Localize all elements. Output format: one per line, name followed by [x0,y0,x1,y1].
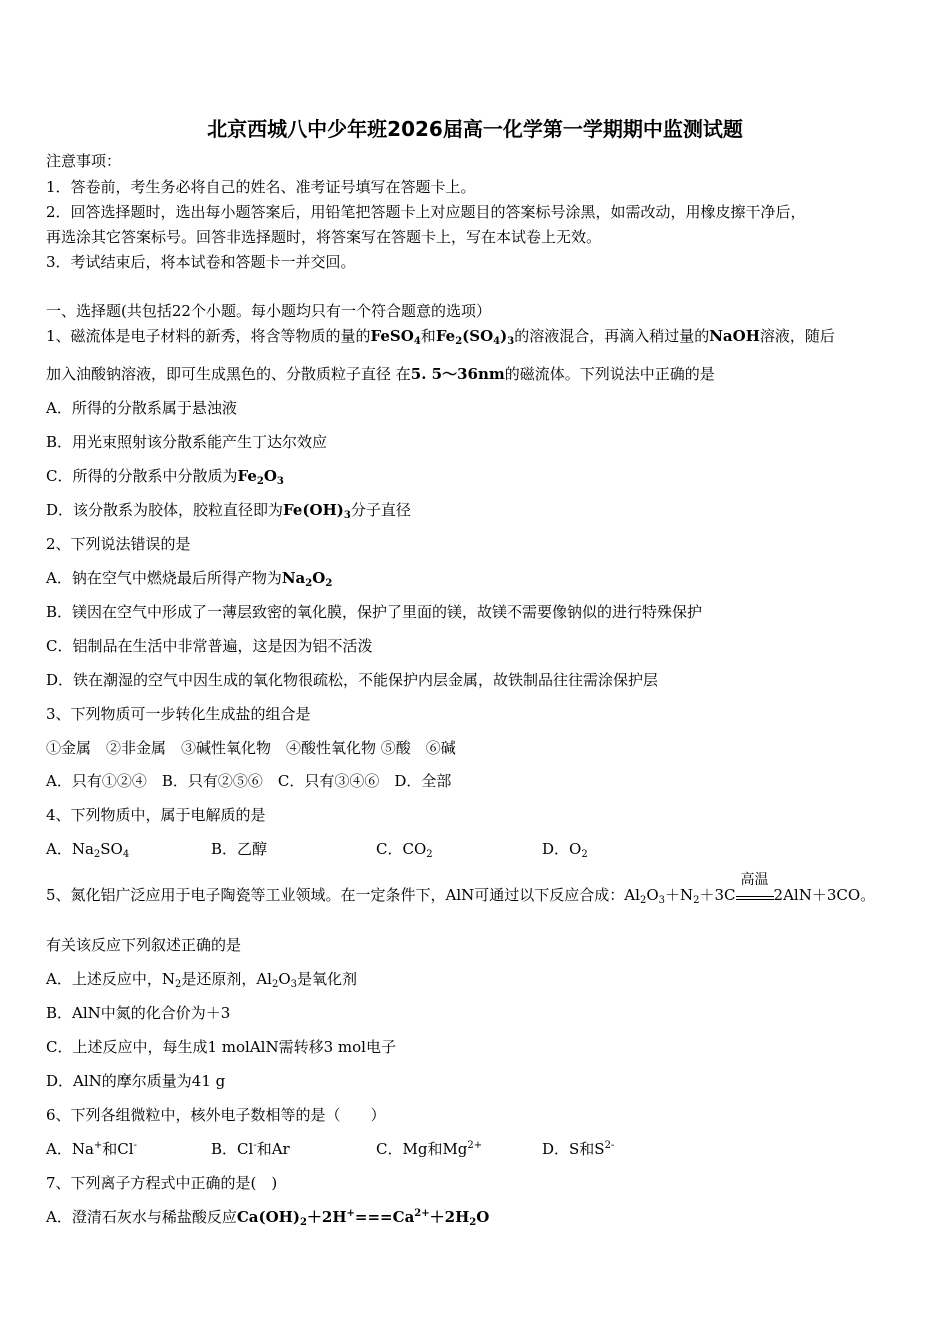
text: 分子直径 [350,501,411,519]
text: 和Ar [256,1140,290,1158]
subscript: 4 [493,336,501,347]
question-7-stem: 7、下列离子方程式中正确的是( ) [46,1174,278,1192]
question-1-option-c [46,466,284,486]
text: B．Cl [211,1140,254,1158]
question-6-option-a [46,1139,137,1159]
subscript: 2 [581,849,588,860]
formula [283,501,351,519]
question-2-option-b: B．镁因在空气中形成了一薄层致密的氧化膜，保护了里面的镁，故镁不需要像钠似的进行特殊保护 [46,603,703,621]
text: Fe [237,467,257,485]
subscript: 3 [343,510,351,521]
text: 是还原剂，Al [181,970,272,988]
text: A．钠在空气中燃烧最后所得产物为 [46,569,282,587]
question-6-option-d [542,1139,614,1159]
question-1-option-b: B．用光束照射该分散系能产生丁达尔效应 [46,433,328,451]
subscript: 4 [122,849,130,860]
question-2-option-a [46,568,332,588]
subscript: 4 [413,336,421,347]
text: A．澄清石灰水与稀盐酸反应 [46,1208,237,1226]
question-1-option-d [46,500,411,520]
reaction-condition [736,872,774,900]
text: 1、磁流体是电子材料的新秀，将含等物质的量的 [46,327,371,345]
text: D．该分散系为胶体，胶粒直径即为 [46,501,284,519]
text: 加入油酸钠溶液，即可生成黑色的、分散质粒子直径 在 [46,365,411,383]
text: ＋2H [306,1208,347,1226]
formula: NaOH [709,327,760,345]
text: 的磁流体。下列说法中正确的是 [504,365,715,383]
question-5-option-a [46,969,357,989]
text: O [278,970,291,988]
text: ) [500,327,508,345]
text: C．Mg和Mg [376,1140,468,1158]
formula [237,467,283,485]
equals-sign [736,896,774,900]
question-1-option-a: A．所得的分散系属于悬浊液 [46,399,237,417]
text: Na [281,569,306,587]
question-5-stem-line2: 有关该反应下列叙述正确的是 [46,936,242,954]
subscript: 2 [455,336,463,347]
formula [436,327,514,345]
notice-item-3: 3．考试结束后，将本试卷和答题卡一并交回。 [46,253,356,271]
question-7-option-a [46,1207,489,1227]
question-4-option-c [376,839,433,859]
text: O [476,1208,490,1226]
question-3-options: A．只有①②④ B．只有②⑤⑥ C．只有③④⑥ D．全部 [46,772,452,790]
subscript: 2 [325,578,333,589]
text: C．CO [376,840,427,858]
question-2-stem: 2、下列说法错误的是 [46,535,191,553]
subscript: 2 [305,578,313,589]
text: D．S和S [542,1140,605,1158]
notice-item-2a: 2．回答选择题时，选出每小题答案后，用铅笔把答题卡上对应题目的答案标号涂黑，如需改动，用橡皮擦干净后， [46,203,806,221]
superscript: - [133,1140,137,1151]
text: 和Cl [102,1140,134,1158]
text: D．O [542,840,582,858]
text: ＋N [665,886,694,904]
subscript: 2 [256,476,264,487]
subscript: 3 [507,336,515,347]
question-1-stem-line2 [46,364,715,384]
text: C．所得的分散系中分散质为 [46,467,238,485]
text: O [263,467,277,485]
question-5-option-c: C．上述反应中，每生成1 molAlN需转移3 mol电子 [46,1038,396,1056]
text: SO [100,840,123,858]
text: O [646,886,659,904]
subscript: 3 [658,895,665,906]
text: A．上述反应中，N [46,970,175,988]
text: 2AlN＋3CO。 [773,886,876,904]
value: 5. 5～36nm [410,365,505,383]
subscript: 2 [93,849,101,860]
subscript: 2 [299,1217,307,1228]
text: FeSO [370,327,414,345]
superscript: + [93,1140,103,1151]
formula [371,327,421,345]
text: ===Ca [354,1208,415,1226]
superscript: - [253,1140,257,1151]
question-4-option-d [542,839,588,859]
question-5-option-d: D．AlN的摩尔质量为41 g [46,1072,226,1090]
subscript: 3 [276,476,284,487]
notice-heading: 注意事项： [46,152,122,170]
text: 5、氮化铝广泛应用于电子陶瓷等工业领域。在一定条件下，AlN可通过以下反应合成：Al [46,886,640,904]
subscript: 2 [271,979,279,990]
text: Ca(OH) [236,1208,300,1226]
text: ＋3C [699,886,736,904]
text: 和 [420,327,436,345]
subscript: 3 [290,979,298,990]
superscript: 2- [604,1140,615,1151]
superscript: 2+ [467,1140,483,1151]
superscript: + [346,1208,355,1219]
page-title: 北京西城八中少年班2026届高一化学第一学期期中监测试题 [207,117,743,141]
question-2-option-d: D．铁在潮湿的空气中因生成的氧化物很疏松，不能保护内层金属，故铁制品往往需涂保护层 [46,671,659,689]
formula [282,569,332,587]
subscript: 2 [639,895,647,906]
question-6-option-b [211,1139,290,1159]
subscript: 2 [693,895,700,906]
text: A．Na [46,1140,94,1158]
text: Fe(OH) [283,501,344,519]
condition-label: 高温 [740,872,769,888]
formula [237,1208,489,1226]
question-5-stem [46,872,876,906]
question-4-option-b: B．乙醇 [211,840,268,858]
question-6-stem: 6、下列各组微粒中，核外电子数相等的是（ ） [46,1106,386,1124]
subscript: 2 [426,849,433,860]
section-heading: 一、选择题(共包括22个小题。每小题均只有一个符合题意的选项） [46,302,491,320]
subscript: 2 [469,1217,477,1228]
text: 溶液，随后 [759,327,835,345]
text: A．Na [46,840,94,858]
notice-item-2b: 再选涂其它答案标号。回答非选择题时，将答案写在答题卡上，写在本试卷上无效。 [46,228,602,246]
text: 是氧化剂 [297,970,358,988]
text: 的溶液混合，再滴入稍过量的 [514,327,710,345]
question-2-option-c: C．铝制品在生活中非常普遍，这是因为铝不活泼 [46,637,373,655]
question-4-stem: 4、下列物质中，属于电解质的是 [46,806,266,824]
subscript: 2 [174,979,182,990]
question-3-list: ①金属 ②非金属 ③碱性氧化物 ④酸性氧化物 ⑤酸 ⑥碱 [46,739,456,757]
superscript: 2+ [414,1208,430,1219]
question-1-stem [46,326,835,346]
notice-item-1: 1．答卷前，考生务必将自己的姓名、准考证号填写在答题卡上。 [46,178,476,196]
text: Fe [435,327,456,345]
text: O [312,569,326,587]
question-4-option-a [46,839,129,859]
text: ＋2H [429,1208,470,1226]
question-3-stem: 3、下列物质可一步转化生成盐的组合是 [46,705,311,723]
text: (SO [462,327,494,345]
question-6-option-c [376,1139,482,1159]
question-5-option-b: B．AlN中氮的化合价为＋3 [46,1004,231,1022]
